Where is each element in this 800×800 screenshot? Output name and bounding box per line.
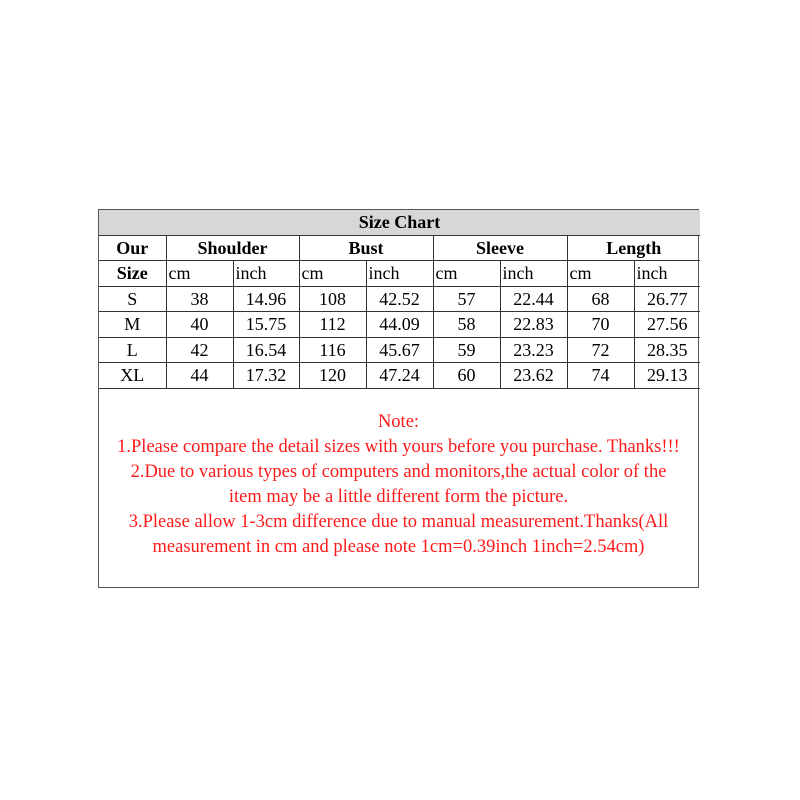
value-cell: 23.23: [500, 337, 567, 363]
value-cell: 27.56: [634, 312, 700, 338]
value-cell: 17.32: [233, 363, 299, 389]
value-cell: 60: [433, 363, 500, 389]
value-cell: 28.35: [634, 337, 700, 363]
note-heading: Note:: [377, 411, 420, 432]
value-cell: 38: [166, 286, 233, 312]
value-cell: 72: [567, 337, 634, 363]
size-chart-table: [99, 210, 700, 389]
table-row: [99, 312, 700, 338]
table-row: [99, 363, 700, 389]
group-header-bust: Bust: [299, 235, 433, 261]
unit-header: inch: [366, 261, 433, 287]
value-cell: 40: [166, 312, 233, 338]
value-cell: 70: [567, 312, 634, 338]
group-header-length: Length: [567, 235, 700, 261]
value-cell: 22.83: [500, 312, 567, 338]
value-cell: 68: [567, 286, 634, 312]
note-line: item may be a little different form the picture.: [228, 486, 569, 507]
unit-header-row: [99, 261, 700, 287]
size-chart-panel: [98, 209, 699, 588]
unit-header: cm: [299, 261, 366, 287]
group-header-shoulder: Shoulder: [166, 235, 299, 261]
note-line: measurement in cm and please note 1cm=0.39inch 1inch=2.54cm): [152, 536, 645, 557]
value-cell: 58: [433, 312, 500, 338]
value-cell: 112: [299, 312, 366, 338]
value-cell: 44: [166, 363, 233, 389]
unit-header: inch: [500, 261, 567, 287]
unit-header: cm: [166, 261, 233, 287]
table-row: [99, 286, 700, 312]
table-row: [99, 337, 700, 363]
value-cell: 29.13: [634, 363, 700, 389]
size-cell: XL: [99, 363, 166, 389]
value-cell: 16.54: [233, 337, 299, 363]
group-header-sleeve: Sleeve: [433, 235, 567, 261]
note-line: 1.Please compare the detail sizes with yours before you purchase. Thanks!!!: [117, 436, 680, 457]
size-cell: M: [99, 312, 166, 338]
value-cell: 22.44: [500, 286, 567, 312]
size-cell: L: [99, 337, 166, 363]
value-cell: 116: [299, 337, 366, 363]
value-cell: 42: [166, 337, 233, 363]
size-header-bottom: Size: [99, 261, 166, 287]
unit-header: cm: [567, 261, 634, 287]
notes-section: [99, 389, 698, 560]
value-cell: 120: [299, 363, 366, 389]
value-cell: 15.75: [233, 312, 299, 338]
unit-header: inch: [233, 261, 299, 287]
value-cell: 74: [567, 363, 634, 389]
title-row: [99, 210, 700, 235]
size-header-top: Our: [99, 235, 166, 261]
value-cell: 108: [299, 286, 366, 312]
table-title: Size Chart: [99, 210, 700, 235]
value-cell: 47.24: [366, 363, 433, 389]
value-cell: 14.96: [233, 286, 299, 312]
value-cell: 44.09: [366, 312, 433, 338]
value-cell: 42.52: [366, 286, 433, 312]
value-cell: 57: [433, 286, 500, 312]
note-line: 2.Due to various types of computers and monitors,the actual color of the: [130, 461, 667, 482]
value-cell: 23.62: [500, 363, 567, 389]
size-cell: S: [99, 286, 166, 312]
unit-header: inch: [634, 261, 700, 287]
value-cell: 59: [433, 337, 500, 363]
note-line: 3.Please allow 1-3cm difference due to manual measurement.Thanks(All: [128, 511, 669, 532]
value-cell: 26.77: [634, 286, 700, 312]
unit-header: cm: [433, 261, 500, 287]
value-cell: 45.67: [366, 337, 433, 363]
group-header-row: [99, 235, 700, 261]
